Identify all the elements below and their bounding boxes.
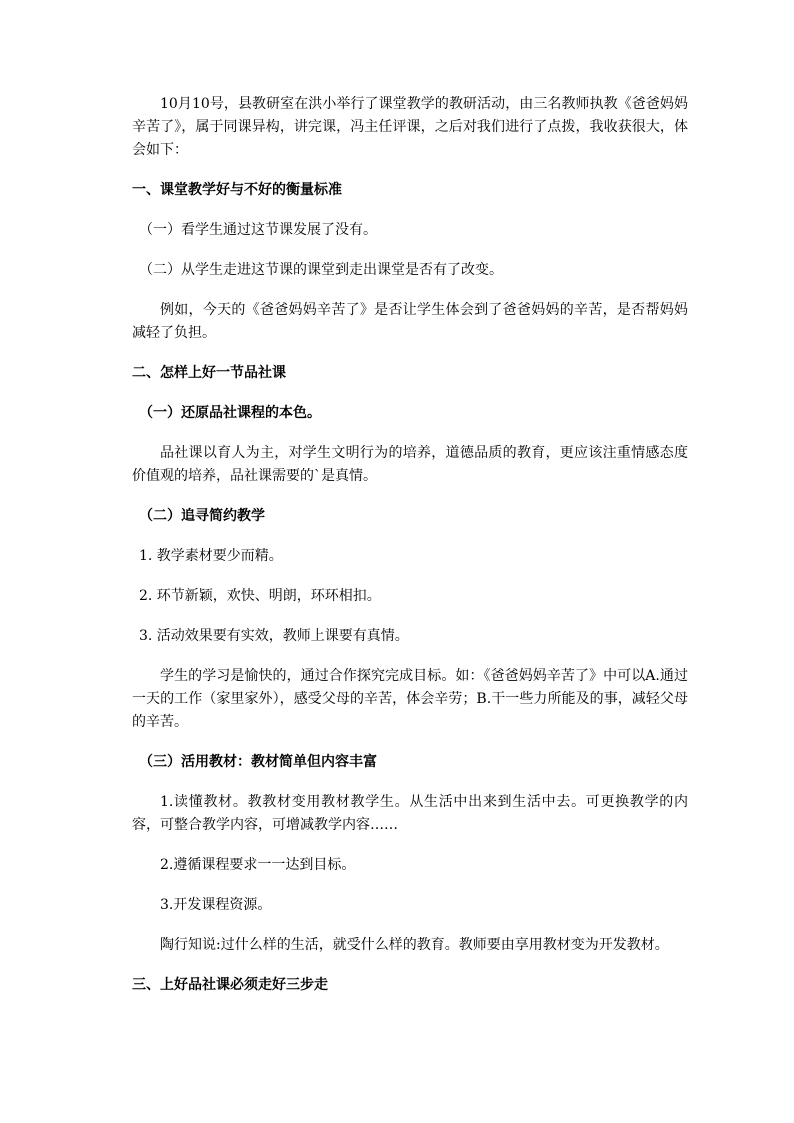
intro-paragraph: 10月10号，县教研室在洪小举行了课堂教学的教研活动，由三名教师执教《爸爸妈妈辛苦了》，属于同课异构，讲完课，冯主任评课，之后对我们进行了点拨，我收获很大，体会如下： bbox=[132, 96, 688, 158]
section-2-sub-3-item-2: 2.遵循课程要求一一达到目标。 bbox=[160, 857, 356, 873]
section-2-sub-2-text: 学生的学习是愉快的，通过合作探究完成目标。如：《爸爸妈妈辛苦了》中可以A.通过一天的工作（家里家外），感受父母的辛苦，体会辛劳；B.干一些力所能及的事，减轻父母的辛苦。 bbox=[132, 668, 688, 730]
section-2-sub-2-item-1: 1. 教学素材要少而精。 bbox=[139, 548, 283, 564]
section-3-heading: 三、上好品社课必须走好三步走 bbox=[132, 977, 328, 993]
section-1-example: 例如，今天的《爸爸妈妈辛苦了》是否让学生体会到了爸爸妈妈的辛苦，是否帮妈妈减轻了负担。 bbox=[132, 302, 688, 341]
section-2-sub-3-item-3: 3.开发课程资源。 bbox=[160, 897, 272, 913]
section-2-sub-2-item-3: 3. 活动效果要有实效，教师上课要有真情。 bbox=[139, 628, 409, 644]
section-2-sub-3-item-1: 1.读懂教材。教教材变用教材教学生。从生活中出来到生活中去。可更换教学的内容，可整合教学内容，可增减教学内容…… bbox=[132, 794, 688, 833]
section-2-sub-1-text: 品社课以育人为主，对学生文明行为的培养，道德品质的教育，更应该注重情感态度价值观的培养，品社课需要的`是真情。 bbox=[132, 445, 688, 484]
section-2-sub-3-heading: （三）活用教材：教材简单但内容丰富 bbox=[139, 754, 377, 770]
section-1-point-2: （二）从学生走进这节课的课堂到走出课堂是否有了改变。 bbox=[139, 262, 503, 278]
section-2-sub-3-text: 陶行知说:过什么样的生活，就受什么样的教育。教师要由享用教材变为开发教材。 bbox=[160, 937, 669, 953]
section-2-sub-2-heading: （二）追寻简约教学 bbox=[139, 508, 265, 524]
section-2-sub-2-item-2: 2. 环节新颖，欢快、明朗，环环相扣。 bbox=[139, 588, 381, 604]
section-1-point-1: （一）看学生通过这节课发展了没有。 bbox=[139, 222, 377, 238]
section-2-heading: 二、怎样上好一节品社课 bbox=[132, 365, 286, 381]
document-page bbox=[132, 93, 688, 1014]
section-2-sub-1-heading: （一）还原品社课程的本色。 bbox=[139, 405, 321, 421]
section-1-heading: 一、课堂教学好与不好的衡量标准 bbox=[132, 182, 342, 198]
